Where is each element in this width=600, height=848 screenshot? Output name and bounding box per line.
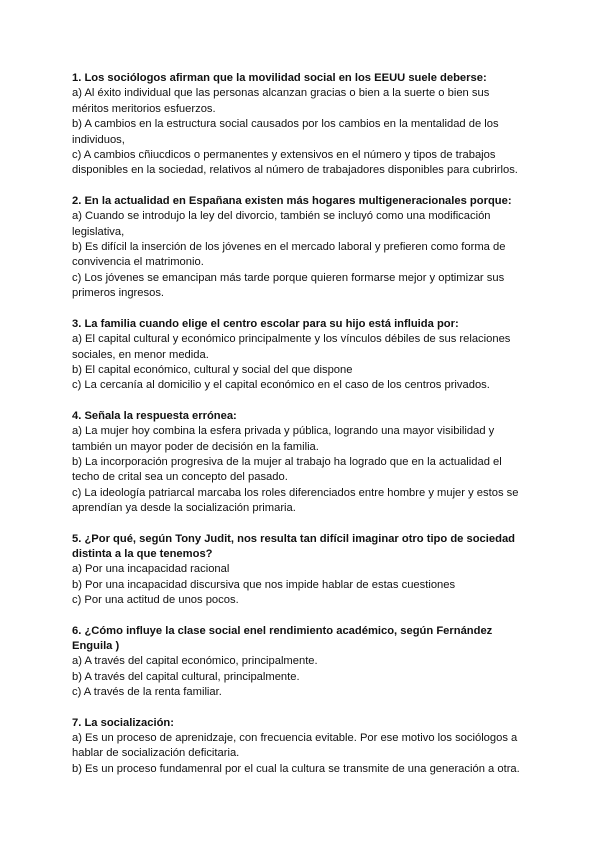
answer-option-b: b) La incorporación progresiva de la mujer al trabajo ha logrado que en la actualidad el techo de crital sea un concepto del pasado.	[72, 455, 502, 484]
question-6	[72, 624, 522, 701]
question-title: 4. Señala la respuesta errónea:	[72, 409, 237, 422]
question-title: 3. La familia cuando elige el centro escolar para su hijo está influida por:	[72, 317, 459, 330]
answer-option-c: c) Por una actitud de unos pocos.	[72, 594, 239, 607]
question-2	[72, 194, 522, 302]
answer-option-c: c) A través de la renta familiar.	[72, 686, 222, 699]
answer-option-a: a) A través del capital económico, principalmente.	[72, 655, 318, 668]
question-title: 2. En la actualidad en Españana existen más hogares multigeneracionales porque:	[72, 194, 512, 207]
question-5	[72, 532, 522, 609]
answer-option-a: a) Por una incapacidad racional	[72, 563, 230, 576]
answer-option-b: b) Es un proceso fundamenral por el cual la cultura se transmite de una generación a otra.	[72, 762, 520, 775]
answer-option-a: a) Cuando se introdujo la ley del divorcio, también se incluyó como una modificación legislativa,	[72, 210, 491, 238]
answer-option-c: c) La cercanía al domicilio y el capital económico en el caso de los centros privados.	[72, 379, 490, 392]
answer-option-c: c) Los jóvenes se emancipan más tarde porque quieren formarse mejor y optimizar sus primeros ingresos.	[72, 271, 505, 300]
question-title: 5. ¿Por qué, según Tony Judit, nos resulta tan difícil imaginar otro tipo de sociedad distinta a la que tenemos?	[72, 532, 515, 560]
question-4	[72, 409, 522, 517]
answer-option-a: a) Es un proceso de aprenidzaje, con frecuencia evitable. Por ese motivo los sociólogos a hablar de socialización deficitaria.	[72, 732, 518, 760]
question-title: 1. Los sociólogos afirman que la movilidad social en los EEUU suele deberse:	[72, 72, 487, 84]
answer-option-a: a) La mujer hoy combina la esfera privada y pública, logrando una mayor visibilidad y también un mayor poder de decisión en la familia.	[72, 425, 495, 453]
answer-option-a: a) Al éxito individual que las personas alcanzan gracias o bien a la suerte o bien sus méritos meritorios esfuerzos.	[72, 87, 490, 115]
answer-option-b: b) El capital económico, cultural y social del que dispone	[72, 363, 353, 376]
question-1	[72, 71, 522, 179]
answer-option-b: b) Por una incapacidad discursiva que nos impide hablar de estas cuestiones	[72, 578, 456, 591]
answer-option-b: b) A través del capital cultural, principalmente.	[72, 670, 300, 683]
question-title: 6. ¿Cómo influye la clase social enel rendimiento académico, según Fernández Enguila )	[72, 624, 493, 652]
question-title: 7. La socialización:	[72, 716, 174, 729]
answer-option-a: a) El capital cultural y económico principalmente y los vínculos débiles de sus relaciones sociales, en menor medida.	[72, 333, 511, 361]
question-7	[72, 716, 522, 778]
answer-option-c: c) La ideología patriarcal marcaba los roles diferenciados entre hombre y mujer y estos se aprendían ya desde la socialización primaria.	[72, 486, 519, 515]
answer-option-b: b) Es difícil la inserción de los jóvenes en el mercado laboral y prefieren como forma de convivencia el matrimonio.	[72, 241, 506, 269]
answer-option-c: c) A cambios cñiucdicos o permanentes y extensivos en el número y tipos de trabajos disponibles en la sociedad, relativos al número de trabajadores disponibles para cubrirlos.	[72, 149, 518, 177]
answer-option-b: b) A cambios en la estructura social causados por los cambios en la mentalidad de los individuos,	[72, 118, 499, 146]
question-3	[72, 317, 522, 394]
